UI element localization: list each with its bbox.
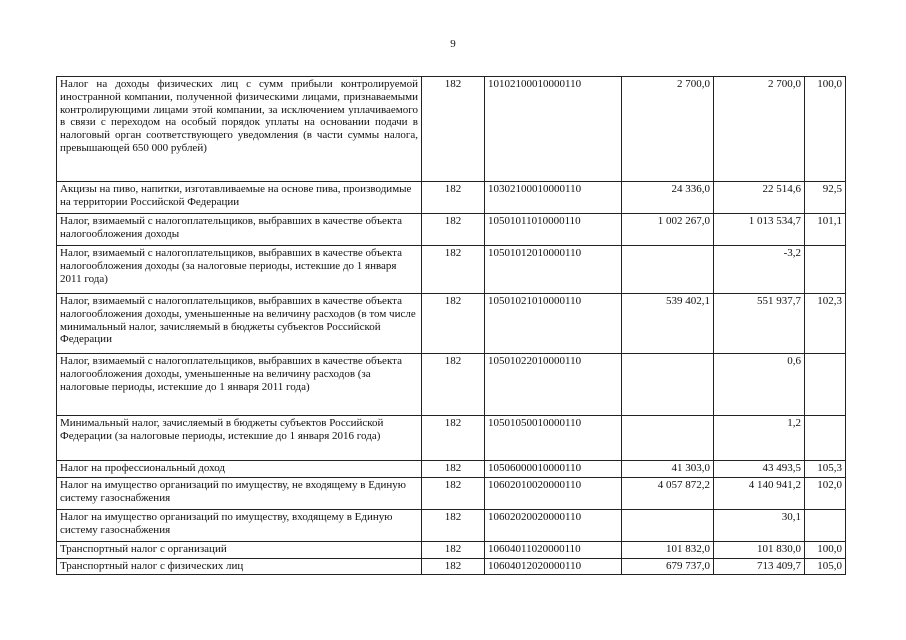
fact-value-cell: 0,6: [714, 354, 805, 416]
percent-cell: 92,5: [805, 182, 846, 214]
admin-code-cell: 182: [422, 246, 485, 294]
plan-value-cell: [622, 246, 714, 294]
fact-value-cell: 1 013 534,7: [714, 214, 805, 246]
fact-value-cell: 551 937,7: [714, 294, 805, 354]
tax-name-cell: Транспортный налог с организаций: [57, 541, 422, 558]
tax-name-cell: Налог на имущество организаций по имуществу, не входящему в Единую систему газоснабжения: [57, 477, 422, 509]
budget-code-cell: 10501022010000110: [485, 354, 622, 416]
table-row: [57, 77, 846, 182]
table-row: [57, 558, 846, 575]
fact-value-cell: -3,2: [714, 246, 805, 294]
budget-code-cell: 10602010020000110: [485, 477, 622, 509]
table-row: [57, 182, 846, 214]
table-row: [57, 246, 846, 294]
budget-code-cell: 10501050010000110: [485, 416, 622, 461]
tax-name-cell: Транспортный налог с физических лиц: [57, 558, 422, 575]
table-row: [57, 477, 846, 509]
percent-cell: [805, 509, 846, 541]
admin-code-cell: 182: [422, 477, 485, 509]
percent-cell: 102,0: [805, 477, 846, 509]
plan-value-cell: 101 832,0: [622, 541, 714, 558]
tax-name-cell: Налог, взимаемый с налогоплательщиков, выбравших в качестве объекта налогообложения доходы (за налоговые периоды, истекшие до 1 января 2011 года): [57, 246, 422, 294]
table-row: [57, 509, 846, 541]
fact-value-cell: 101 830,0: [714, 541, 805, 558]
budget-code-cell: 10604011020000110: [485, 541, 622, 558]
percent-cell: 102,3: [805, 294, 846, 354]
table-row: [57, 541, 846, 558]
plan-value-cell: 4 057 872,2: [622, 477, 714, 509]
tax-name-cell: Налог на профессиональный доход: [57, 461, 422, 478]
percent-cell: 100,0: [805, 541, 846, 558]
budget-code-cell: 10501012010000110: [485, 246, 622, 294]
budget-code-cell: 10501021010000110: [485, 294, 622, 354]
admin-code-cell: 182: [422, 461, 485, 478]
tax-name-cell: Налог, взимаемый с налогоплательщиков, выбравших в качестве объекта налогообложения доходы, уменьшенные на величину расходов (в том числе минимальный налог, зачисляемый в бюджеты субъектов Российской Федерации: [57, 294, 422, 354]
budget-code-cell: 10102100010000110: [485, 77, 622, 182]
fact-value-cell: 22 514,6: [714, 182, 805, 214]
plan-value-cell: [622, 416, 714, 461]
fact-value-cell: 30,1: [714, 509, 805, 541]
fact-value-cell: 4 140 941,2: [714, 477, 805, 509]
percent-cell: 100,0: [805, 77, 846, 182]
tax-name-cell: Налог на имущество организаций по имуществу, входящему в Единую систему газоснабжения: [57, 509, 422, 541]
admin-code-cell: 182: [422, 558, 485, 575]
admin-code-cell: 182: [422, 541, 485, 558]
plan-value-cell: 41 303,0: [622, 461, 714, 478]
admin-code-cell: 182: [422, 416, 485, 461]
table-row: [57, 354, 846, 416]
page-number: 9: [450, 38, 456, 50]
plan-value-cell: 24 336,0: [622, 182, 714, 214]
budget-code-cell: 10302100010000110: [485, 182, 622, 214]
tax-name-cell: Акцизы на пиво, напитки, изготавливаемые на основе пива, производимые на территории Российской Федерации: [57, 182, 422, 214]
table-row: [57, 416, 846, 461]
plan-value-cell: 539 402,1: [622, 294, 714, 354]
admin-code-cell: 182: [422, 294, 485, 354]
admin-code-cell: 182: [422, 214, 485, 246]
budget-code-cell: 10604012020000110: [485, 558, 622, 575]
admin-code-cell: 182: [422, 77, 485, 182]
budget-code-cell: 10501011010000110: [485, 214, 622, 246]
plan-value-cell: [622, 509, 714, 541]
revenue-table: [56, 76, 846, 575]
table-row: [57, 294, 846, 354]
plan-value-cell: [622, 354, 714, 416]
percent-cell: 105,0: [805, 558, 846, 575]
tax-name-cell: Налог, взимаемый с налогоплательщиков, выбравших в качестве объекта налогообложения доходы: [57, 214, 422, 246]
percent-cell: [805, 246, 846, 294]
admin-code-cell: 182: [422, 182, 485, 214]
percent-cell: 101,1: [805, 214, 846, 246]
budget-code-cell: 10506000010000110: [485, 461, 622, 478]
fact-value-cell: 713 409,7: [714, 558, 805, 575]
percent-cell: [805, 354, 846, 416]
admin-code-cell: 182: [422, 509, 485, 541]
fact-value-cell: 2 700,0: [714, 77, 805, 182]
percent-cell: 105,3: [805, 461, 846, 478]
budget-code-cell: 10602020020000110: [485, 509, 622, 541]
tax-name-cell: Минимальный налог, зачисляемый в бюджеты субъектов Российской Федерации (за налоговые периоды, истекшие до 1 января 2016 года): [57, 416, 422, 461]
fact-value-cell: 43 493,5: [714, 461, 805, 478]
plan-value-cell: 679 737,0: [622, 558, 714, 575]
plan-value-cell: 1 002 267,0: [622, 214, 714, 246]
tax-name-cell: Налог на доходы физических лиц с сумм прибыли контролируемой иностранной компании, полученной физическими лицами, признаваемыми контролирующими лицами этой компании, за исключением уплачиваемого в связи с переходом на особый порядок уплаты на основании подачи в налоговый орган соответствующего уведомления (в части суммы налога, превышающей 650 000 рублей): [57, 77, 422, 182]
percent-cell: [805, 416, 846, 461]
admin-code-cell: 182: [422, 354, 485, 416]
tax-name-cell: Налог, взимаемый с налогоплательщиков, выбравших в качестве объекта налогообложения доходы, уменьшенные на величину расходов (за налоговые периоды, истекшие до 1 января 2011 года): [57, 354, 422, 416]
table-row: [57, 214, 846, 246]
fact-value-cell: 1,2: [714, 416, 805, 461]
plan-value-cell: 2 700,0: [622, 77, 714, 182]
table-row: [57, 461, 846, 478]
